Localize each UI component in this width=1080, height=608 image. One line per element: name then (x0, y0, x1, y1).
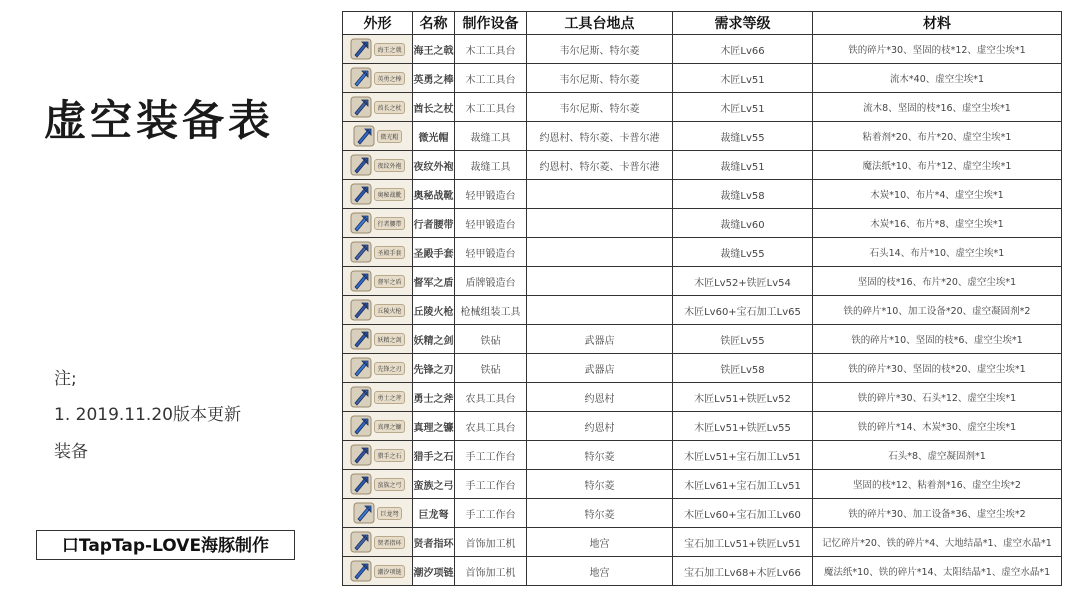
device-cell: 盾牌锻造台 (455, 267, 527, 296)
appearance-cell (343, 441, 413, 470)
table-row (343, 383, 1062, 412)
appearance-cell (343, 354, 413, 383)
item-icon-box (345, 442, 410, 468)
materials-cell: 记忆碎片*20、铁的碎片*4、大地结晶*1、虚空水晶*1 (813, 528, 1062, 557)
appearance-cell (343, 412, 413, 441)
icon-caption: 奥秘战靴 (374, 188, 404, 201)
location-cell (527, 209, 673, 238)
item-icon-box (345, 94, 410, 120)
robe-icon (350, 154, 372, 176)
item-icon-box (345, 210, 410, 236)
device-cell: 铁砧 (455, 325, 527, 354)
icon-caption: 贤者指环 (374, 536, 404, 549)
appearance-cell (343, 180, 413, 209)
location-cell: 约恩村、特尔菱、卡普尔港 (527, 122, 673, 151)
location-cell: 约恩村 (527, 383, 673, 412)
icon-caption: 英勇之棒 (374, 72, 404, 85)
level-cell: 木匠Lv51 (673, 93, 813, 122)
location-cell: 韦尔尼斯、特尔菱 (527, 93, 673, 122)
table-row (343, 557, 1062, 586)
materials-cell: 木炭*10、布片*4、虚空尘埃*1 (813, 180, 1062, 209)
item-name: 微光帽 (413, 122, 455, 151)
appearance-cell (343, 209, 413, 238)
item-name: 行者腰带 (413, 209, 455, 238)
device-cell: 裁缝工具 (455, 151, 527, 180)
icon-caption: 潮汐项链 (374, 565, 404, 578)
appearance-cell (343, 383, 413, 412)
device-cell: 农具工具台 (455, 383, 527, 412)
item-name: 酋长之杖 (413, 93, 455, 122)
item-name: 潮汐项链 (413, 557, 455, 586)
location-cell: 韦尔尼斯、特尔菱 (527, 35, 673, 64)
location-cell: 特尔菱 (527, 441, 673, 470)
table-row (343, 528, 1062, 557)
level-cell: 宝石加工Lv68+木匠Lv66 (673, 557, 813, 586)
ring-icon (350, 531, 372, 553)
item-name: 督军之盾 (413, 267, 455, 296)
materials-cell: 魔法纸*10、布片*12、虚空尘埃*1 (813, 151, 1062, 180)
icon-caption: 巨龙弩 (377, 507, 401, 520)
device-cell: 首饰加工机 (455, 528, 527, 557)
materials-cell: 流木*40、虚空尘埃*1 (813, 64, 1062, 93)
staff-icon (350, 96, 372, 118)
icon-caption: 圣殿手套 (374, 246, 404, 259)
appearance-cell (343, 267, 413, 296)
level-cell: 木匠Lv51+铁匠Lv52 (673, 383, 813, 412)
table-row (343, 238, 1062, 267)
item-name: 巨龙弩 (413, 499, 455, 528)
device-cell: 木工工具台 (455, 64, 527, 93)
materials-cell: 坚固的枝*16、布片*20、虚空尘埃*1 (813, 267, 1062, 296)
materials-cell: 石头*8、虚空凝固剂*1 (813, 441, 1062, 470)
location-cell: 约恩村、特尔菱、卡普尔港 (527, 151, 673, 180)
item-icon-box (345, 297, 410, 323)
item-name: 蛮族之弓 (413, 470, 455, 499)
device-cell: 裁缝工具 (455, 122, 527, 151)
sickle-icon (350, 415, 372, 437)
appearance-cell (343, 93, 413, 122)
materials-cell: 坚固的枝*12、粘着剂*16、虚空尘埃*2 (813, 470, 1062, 499)
header-level: 需求等级 (673, 12, 813, 35)
item-icon-box (345, 65, 410, 91)
icon-caption: 丘陵火枪 (374, 304, 404, 317)
materials-cell: 石头14、布片*10、虚空尘埃*1 (813, 238, 1062, 267)
device-cell: 轻甲锻造台 (455, 180, 527, 209)
level-cell: 木匠Lv66 (673, 35, 813, 64)
icon-caption: 行者腰带 (374, 217, 404, 230)
location-cell: 约恩村 (527, 412, 673, 441)
appearance-cell (343, 557, 413, 586)
materials-cell: 铁的碎片*10、坚固的枝*6、虚空尘埃*1 (813, 325, 1062, 354)
location-cell: 特尔菱 (527, 470, 673, 499)
icon-caption: 猎手之石 (374, 449, 404, 462)
level-cell: 裁缝Lv60 (673, 209, 813, 238)
materials-cell: 木炭*16、布片*8、虚空尘埃*1 (813, 209, 1062, 238)
appearance-cell (343, 238, 413, 267)
device-cell: 铁砧 (455, 354, 527, 383)
device-cell: 枪械组装工具 (455, 296, 527, 325)
table-row (343, 209, 1062, 238)
table-row (343, 267, 1062, 296)
materials-cell: 粘着剂*20、布片*20、虚空尘埃*1 (813, 122, 1062, 151)
location-cell: 特尔菱 (527, 499, 673, 528)
device-cell: 农具工具台 (455, 412, 527, 441)
item-name: 妖精之剑 (413, 325, 455, 354)
appearance-cell (343, 528, 413, 557)
table-row (343, 470, 1062, 499)
device-cell: 轻甲锻造台 (455, 238, 527, 267)
materials-cell: 铁的碎片*30、加工设备*36、虚空尘埃*2 (813, 499, 1062, 528)
level-cell: 木匠Lv51 (673, 64, 813, 93)
device-cell: 手工工作台 (455, 470, 527, 499)
glove-icon (350, 241, 372, 263)
icon-caption: 微光帽 (377, 130, 401, 143)
icon-caption: 蛮族之弓 (374, 478, 404, 491)
materials-cell: 铁的碎片*14、木炭*30、虚空尘埃*1 (813, 412, 1062, 441)
table-header-row (343, 12, 1062, 35)
blade-icon (350, 357, 372, 379)
level-cell: 木匠Lv61+宝石加工Lv51 (673, 470, 813, 499)
page-title: 虚空装备表 (44, 96, 275, 145)
materials-cell: 铁的碎片*30、坚固的枝*12、虚空尘埃*1 (813, 35, 1062, 64)
level-cell: 裁缝Lv55 (673, 238, 813, 267)
location-cell: 武器店 (527, 325, 673, 354)
axe-icon (350, 386, 372, 408)
item-name: 圣殿手套 (413, 238, 455, 267)
level-cell: 宝石加工Lv51+铁匠Lv51 (673, 528, 813, 557)
icon-caption: 督军之盾 (374, 275, 404, 288)
item-name: 夜纹外袍 (413, 151, 455, 180)
header-materials: 材料 (813, 12, 1062, 35)
table-row (343, 499, 1062, 528)
device-cell: 首饰加工机 (455, 557, 527, 586)
icon-caption: 海王之戟 (374, 43, 404, 56)
materials-cell: 流木8、坚固的枝*16、虚空尘埃*1 (813, 93, 1062, 122)
level-cell: 铁匠Lv55 (673, 325, 813, 354)
icon-caption: 夜纹外袍 (374, 159, 404, 172)
table-row (343, 412, 1062, 441)
device-cell: 木工工具台 (455, 93, 527, 122)
appearance-cell (343, 35, 413, 64)
hat-icon (353, 125, 375, 147)
equipment-table (342, 11, 1062, 586)
appearance-cell (343, 151, 413, 180)
icon-caption: 酋长之杖 (374, 101, 404, 114)
item-icon-box (345, 268, 410, 294)
header-name: 名称 (413, 12, 455, 35)
level-cell: 木匠Lv52+铁匠Lv54 (673, 267, 813, 296)
device-cell: 轻甲锻造台 (455, 209, 527, 238)
level-cell: 裁缝Lv55 (673, 122, 813, 151)
level-cell: 木匠Lv51+铁匠Lv55 (673, 412, 813, 441)
note-line-2: 装备 (54, 442, 88, 462)
appearance-cell (343, 499, 413, 528)
item-icon-box (345, 355, 410, 381)
device-cell: 手工工作台 (455, 499, 527, 528)
icon-caption: 真理之镰 (374, 420, 404, 433)
shield-icon (350, 270, 372, 292)
level-cell: 木匠Lv60+宝石加工Lv65 (673, 296, 813, 325)
item-icon-box (345, 384, 410, 410)
item-name: 猎手之石 (413, 441, 455, 470)
location-cell (527, 296, 673, 325)
level-cell: 铁匠Lv58 (673, 354, 813, 383)
item-icon-box (345, 471, 410, 497)
table-row (343, 354, 1062, 383)
table-row (343, 441, 1062, 470)
level-cell: 裁缝Lv51 (673, 151, 813, 180)
table-row (343, 64, 1062, 93)
crossbow-icon (353, 502, 375, 524)
item-name: 英勇之棒 (413, 64, 455, 93)
item-icon-box (345, 239, 410, 265)
location-cell: 韦尔尼斯、特尔菱 (527, 64, 673, 93)
level-cell: 木匠Lv51+宝石加工Lv51 (673, 441, 813, 470)
item-icon-box (345, 181, 410, 207)
table-row (343, 122, 1062, 151)
item-name: 丘陵火枪 (413, 296, 455, 325)
item-icon-box (345, 500, 410, 526)
table-row (343, 151, 1062, 180)
item-icon-box (345, 413, 410, 439)
device-cell: 木工工具台 (455, 35, 527, 64)
level-cell: 裁缝Lv58 (673, 180, 813, 209)
staff-icon (350, 67, 372, 89)
item-name: 真理之镰 (413, 412, 455, 441)
level-cell: 木匠Lv60+宝石加工Lv60 (673, 499, 813, 528)
appearance-cell (343, 296, 413, 325)
header-appearance: 外形 (343, 12, 413, 35)
header-device: 制作设备 (455, 12, 527, 35)
note-label: 注; (54, 369, 77, 389)
sword-icon (350, 328, 372, 350)
axe-icon (350, 38, 372, 60)
table-row (343, 35, 1062, 64)
location-cell (527, 238, 673, 267)
item-name: 勇士之斧 (413, 383, 455, 412)
stone-icon (350, 444, 372, 466)
location-cell: 地宫 (527, 557, 673, 586)
gun-icon (350, 299, 372, 321)
item-icon-box (345, 558, 410, 584)
appearance-cell (343, 470, 413, 499)
appearance-cell (343, 122, 413, 151)
icon-caption: 先锋之刃 (374, 362, 404, 375)
device-cell: 手工工作台 (455, 441, 527, 470)
materials-cell: 铁的碎片*30、坚固的枝*20、虚空尘埃*1 (813, 354, 1062, 383)
necklace-icon (350, 560, 372, 582)
item-icon-box (345, 529, 410, 555)
materials-cell: 铁的碎片*30、石头*12、虚空尘埃*1 (813, 383, 1062, 412)
item-icon-box (345, 36, 410, 62)
table-row (343, 180, 1062, 209)
location-cell: 武器店 (527, 354, 673, 383)
header-location: 工具台地点 (527, 12, 673, 35)
item-name: 海王之戟 (413, 35, 455, 64)
belt-icon (350, 212, 372, 234)
item-icon-box (345, 123, 410, 149)
appearance-cell (343, 64, 413, 93)
boots-icon (350, 183, 372, 205)
icon-caption: 勇士之斧 (374, 391, 404, 404)
item-name: 贤者指环 (413, 528, 455, 557)
credit-box: 口TapTap-LOVE海豚制作 (36, 530, 295, 560)
materials-cell: 铁的碎片*10、加工设备*20、虚空凝固剂*2 (813, 296, 1062, 325)
materials-cell: 魔法纸*10、铁的碎片*14、太阳结晶*1、虚空水晶*1 (813, 557, 1062, 586)
item-name: 先锋之刃 (413, 354, 455, 383)
item-icon-box (345, 326, 410, 352)
table-row (343, 93, 1062, 122)
location-cell (527, 180, 673, 209)
bow-icon (350, 473, 372, 495)
icon-caption: 妖精之剑 (374, 333, 404, 346)
item-name: 奥秘战靴 (413, 180, 455, 209)
item-icon-box (345, 152, 410, 178)
note-line-1: 1. 2019.11.20版本更新 (54, 405, 241, 425)
location-cell (527, 267, 673, 296)
location-cell: 地宫 (527, 528, 673, 557)
table-row (343, 296, 1062, 325)
appearance-cell (343, 325, 413, 354)
table-row (343, 325, 1062, 354)
